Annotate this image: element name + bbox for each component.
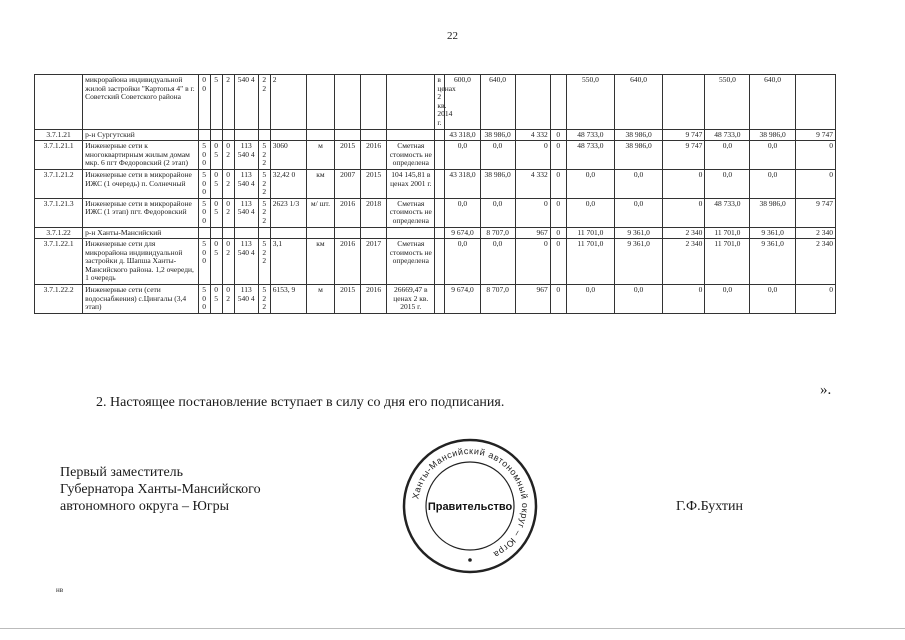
table-cell: 38 986,0 (750, 198, 795, 227)
table-cell: 0,0 (750, 285, 795, 314)
table-cell: 9 361,0 (615, 239, 663, 285)
table-cell: 5 0 0 (198, 141, 210, 170)
table-cell: 38 986,0 (480, 129, 515, 141)
table-row (35, 285, 836, 314)
table-cell (270, 227, 306, 239)
table-cell: 0,0 (615, 285, 663, 314)
table-cell: 9 674,0 (445, 227, 480, 239)
table-cell: 48 733,0 (566, 141, 614, 170)
table-cell (258, 129, 270, 141)
table-cell: 2017 (361, 239, 387, 285)
table-cell: 2 340 (795, 239, 835, 285)
signatory-name: Г.Ф.Бухтин (676, 499, 744, 514)
table-cell: 5 2 2 (258, 285, 270, 314)
table-cell: 113 540 4 (234, 239, 258, 285)
table-cell: 0 (550, 239, 566, 285)
table-cell: 38 986,0 (750, 129, 795, 141)
table-cell: 0,0 (615, 169, 663, 198)
table-cell: 0,0 (750, 141, 795, 170)
table-cell: 0 (550, 141, 566, 170)
table-cell: м (306, 141, 334, 170)
table-cell: 0 (550, 227, 566, 239)
table-cell: 5 0 0 (198, 239, 210, 285)
table-cell: м (306, 285, 334, 314)
table-cell: 6153, 9 (270, 285, 306, 314)
table-cell: 104 145,81 в ценах 2001 г. (387, 169, 435, 198)
closing-quote: ». (820, 382, 832, 398)
table-cell: 5 2 2 (258, 239, 270, 285)
table-cell: 0,0 (705, 169, 750, 198)
table-cell: 0,0 (480, 239, 515, 285)
table-cell (335, 75, 361, 130)
table-cell (258, 227, 270, 239)
table-cell: р-н Ханты-Мансийский (83, 227, 198, 239)
table-cell (435, 198, 445, 227)
table-cell: 3.7.1.22 (35, 227, 83, 239)
signatory-title (60, 464, 261, 515)
footer-code: нв (56, 586, 64, 594)
table-cell: 9 747 (795, 198, 835, 227)
table-cell: м/ шт. (306, 198, 334, 227)
program-table (34, 74, 836, 314)
bottom-edge-line (0, 628, 905, 629)
table-cell (222, 129, 234, 141)
table-cell: 3,1 (270, 239, 306, 285)
table-cell: 0,0 (480, 198, 515, 227)
table-cell: Инженерные сети для микрорайона индивидуальной застройки д. Шапша Ханты-Мансийского района. 1,2 очереди, 1 очередь (83, 239, 198, 285)
table-cell: 0 (550, 285, 566, 314)
table-cell (435, 129, 445, 141)
table-cell: 2 340 (795, 227, 835, 239)
table-cell: 113 540 4 (234, 198, 258, 227)
table-cell (361, 129, 387, 141)
table-cell: 0 (550, 129, 566, 141)
table-cell (435, 285, 445, 314)
table-row (35, 169, 836, 198)
table-cell: 0 5 (210, 239, 222, 285)
table-cell: Инженерные сети в микрорайоне ИЖС (1 этап) пгт. Федоровский (83, 198, 198, 227)
table-cell: 11 701,0 (705, 239, 750, 285)
table-cell: 0 (795, 169, 835, 198)
table-cell: 0 5 (210, 198, 222, 227)
table-cell: 9 361,0 (750, 227, 795, 239)
table-cell: 0,0 (566, 198, 614, 227)
table-cell: 0,0 (445, 239, 480, 285)
table-cell: 4 332 (515, 129, 550, 141)
table-cell: 9 747 (663, 141, 705, 170)
table-cell: 11 701,0 (566, 239, 614, 285)
table-cell: Инженерные сети к многоквартирным жилым домам мкр. 6 пгт Федоровский (2 этап) (83, 141, 198, 170)
table-cell: 113 540 4 (234, 141, 258, 170)
table-cell: 0 5 (210, 141, 222, 170)
table-cell: 540 4 (234, 75, 258, 130)
table-cell: 8 707,0 (480, 285, 515, 314)
table-cell: 967 (515, 227, 550, 239)
table-cell (550, 75, 566, 130)
table-cell (795, 75, 835, 130)
table-cell: 550,0 (705, 75, 750, 130)
table-cell: 600,0 (445, 75, 480, 130)
table-cell (335, 227, 361, 239)
seal-center-text: Правительство (427, 501, 513, 513)
table-cell: 5 0 0 (198, 285, 210, 314)
table-cell (210, 129, 222, 141)
table-cell: 2 2 (258, 75, 270, 130)
table-cell (663, 75, 705, 130)
table-cell (35, 75, 83, 130)
signatory-line-3: автономного округа – Югры (60, 499, 229, 514)
table-cell: 0,0 (750, 169, 795, 198)
table-cell: 3.7.1.21.2 (35, 169, 83, 198)
seal-ring-text: Ханты-Мансийский автономный округ – Югра (410, 445, 531, 560)
table-cell: 0,0 (705, 141, 750, 170)
table-cell: 0 (515, 198, 550, 227)
table-row (35, 141, 836, 170)
table-row (35, 129, 836, 141)
table-cell: 0 5 (210, 285, 222, 314)
table-cell: 0 (515, 141, 550, 170)
table-cell: 5 0 0 (198, 198, 210, 227)
table-cell: 0 (663, 169, 705, 198)
table-cell: 0 (795, 141, 835, 170)
table-cell: Сметная стоимость не определена (387, 239, 435, 285)
table-cell: 0,0 (445, 198, 480, 227)
table-cell: 640,0 (750, 75, 795, 130)
table-cell: 0 2 (222, 141, 234, 170)
table-cell (234, 227, 258, 239)
table-cell (306, 227, 334, 239)
table-cell: 2015 (335, 141, 361, 170)
table-cell: 2016 (335, 198, 361, 227)
table-cell: 3.7.1.21.1 (35, 141, 83, 170)
table-cell: 5 2 2 (258, 169, 270, 198)
table-cell (361, 75, 387, 130)
table-cell: 0 (663, 198, 705, 227)
table-cell: р-н Сургутский (83, 129, 198, 141)
table-cell (306, 129, 334, 141)
table-cell: 2016 (361, 141, 387, 170)
table-cell: 9 747 (663, 129, 705, 141)
table-cell: 0,0 (705, 285, 750, 314)
table-cell: Сметная стоимость не определена (387, 141, 435, 170)
table-cell: 9 361,0 (750, 239, 795, 285)
table-cell: 640,0 (480, 75, 515, 130)
table-cell: 3.7.1.21.3 (35, 198, 83, 227)
table-cell: Сметная стоимость не определена (387, 198, 435, 227)
table-cell: 0,0 (566, 285, 614, 314)
table-cell: микрорайона индивидуальной жилой застройки "Картопья 4" в г. Советский Советского района (83, 75, 198, 130)
table-row (35, 227, 836, 239)
table-cell: 2016 (335, 239, 361, 285)
page-number: 22 (447, 30, 458, 42)
table-cell: 2015 (335, 285, 361, 314)
table-cell: 3060 (270, 141, 306, 170)
table-cell (210, 227, 222, 239)
table-cell: 2 (270, 75, 306, 130)
table-cell: 0,0 (480, 141, 515, 170)
table-cell (234, 129, 258, 141)
table-cell: км (306, 239, 334, 285)
table-cell: 5 0 0 (198, 169, 210, 198)
table-cell: 0 2 (222, 169, 234, 198)
table-cell: 2623 1/3 (270, 198, 306, 227)
table-cell: 0,0 (615, 198, 663, 227)
table-cell: 550,0 (566, 75, 614, 130)
table-cell: 2016 (361, 285, 387, 314)
table-cell: 38 986,0 (480, 169, 515, 198)
table-cell (435, 227, 445, 239)
resolution-paragraph: 2. Настоящее постановление вступает в силу со дня его подписания. (96, 395, 505, 410)
signatory-line-1: Первый заместитель (60, 465, 184, 480)
table-cell: км (306, 169, 334, 198)
table-cell: 5 2 2 (258, 141, 270, 170)
table-cell: 3.7.1.21 (35, 129, 83, 141)
table-row (35, 198, 836, 227)
table-cell: 2 (222, 75, 234, 130)
table-cell: 5 (210, 75, 222, 130)
table-body (35, 75, 836, 314)
government-seal (400, 436, 540, 576)
table-cell: 2015 (361, 169, 387, 198)
table-cell (387, 129, 435, 141)
table-cell: 38 986,0 (615, 129, 663, 141)
table-cell (361, 227, 387, 239)
table-cell: 48 733,0 (705, 129, 750, 141)
table-cell: 9 747 (795, 129, 835, 141)
table-cell: 113 540 4 (234, 285, 258, 314)
table-cell: 967 (515, 285, 550, 314)
table-cell: 48 733,0 (705, 198, 750, 227)
table-cell (435, 141, 445, 170)
table-cell (335, 129, 361, 141)
table-cell: 3.7.1.22.1 (35, 239, 83, 285)
table-cell: 8 707,0 (480, 227, 515, 239)
table-cell: 2018 (361, 198, 387, 227)
table-cell: 0 2 (222, 239, 234, 285)
table-cell: 113 540 4 (234, 169, 258, 198)
table-cell: 640,0 (615, 75, 663, 130)
table-cell (387, 75, 435, 130)
table-cell (222, 227, 234, 239)
table-cell: 11 701,0 (566, 227, 614, 239)
table-cell: 2007 (335, 169, 361, 198)
table-cell: 9 361,0 (615, 227, 663, 239)
table-cell: 0,0 (566, 169, 614, 198)
table-cell: 0 (663, 285, 705, 314)
table-cell: 43 318,0 (445, 169, 480, 198)
table-cell: 4 332 (515, 169, 550, 198)
table-cell: 0 (550, 169, 566, 198)
table-cell: 32,42 0 (270, 169, 306, 198)
table-cell (306, 75, 334, 130)
table-cell: 0 (795, 285, 835, 314)
table-row (35, 75, 836, 130)
table-cell (515, 75, 550, 130)
table-cell (435, 169, 445, 198)
table-cell: 9 674,0 (445, 285, 480, 314)
table-cell: 43 318,0 (445, 129, 480, 141)
table-cell: 26669,47 в ценах 2 кв. 2015 г. (387, 285, 435, 314)
table-cell (435, 239, 445, 285)
table-cell (387, 227, 435, 239)
table-cell: 2 340 (663, 239, 705, 285)
table-cell: 38 986,0 (615, 141, 663, 170)
table-cell: Инженерные сети в микрорайоне ИЖС (1 очередь) п. Солнечный (83, 169, 198, 198)
table-cell: в ценах 2 кв. 2014 г. (435, 75, 445, 130)
table-cell: 48 733,0 (566, 129, 614, 141)
table-cell: 0 (550, 198, 566, 227)
table-cell: 0,0 (445, 141, 480, 170)
signatory-line-2: Губернатора Ханты-Мансийского (60, 482, 261, 497)
table-row (35, 239, 836, 285)
table-cell: 0 (515, 239, 550, 285)
table-cell: 5 2 2 (258, 198, 270, 227)
table-cell: 0 2 (222, 198, 234, 227)
table-cell: 0 2 (222, 285, 234, 314)
table-cell: 0 0 (198, 75, 210, 130)
table-cell: 0 5 (210, 169, 222, 198)
table-cell (198, 227, 210, 239)
table-cell: 3.7.1.22.2 (35, 285, 83, 314)
table-cell: Инженерные сети (сети водоснабжения) с.Цингалы (3,4 этап) (83, 285, 198, 314)
table-cell (270, 129, 306, 141)
table-cell: 11 701,0 (705, 227, 750, 239)
table-cell (198, 129, 210, 141)
table-cell: 2 340 (663, 227, 705, 239)
